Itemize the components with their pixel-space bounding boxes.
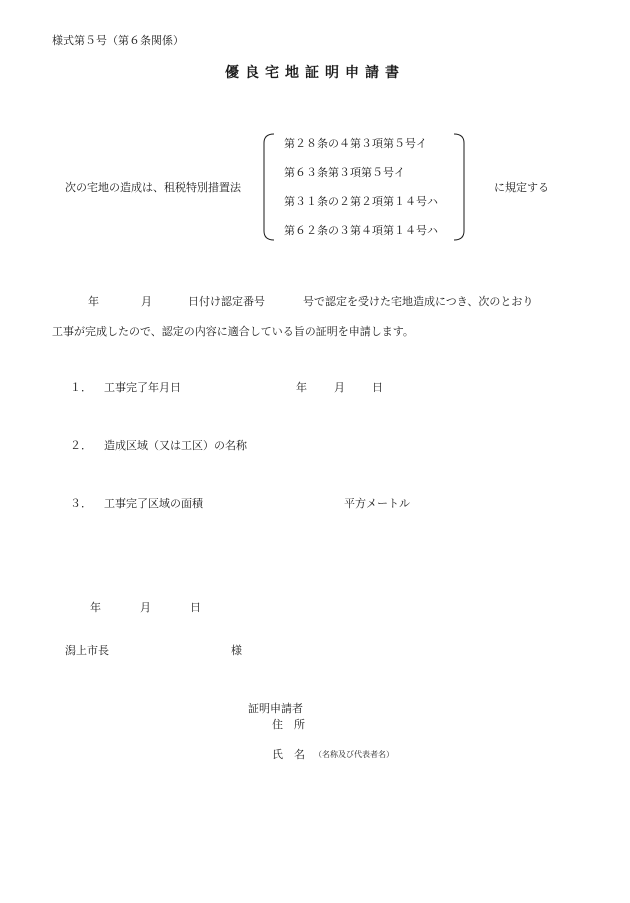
- application-day: 日: [190, 601, 201, 614]
- document-title: 優良宅地証明申請書: [225, 65, 405, 81]
- article-item: 第３１条の２第２項第１４号ハ: [284, 195, 438, 208]
- applicant-address-label: 住 所: [272, 718, 305, 731]
- applicant-name-label: 氏 名: [272, 748, 305, 761]
- applicant-name-note: （名称及び代表者名）: [314, 750, 394, 759]
- body-year: 年: [88, 295, 99, 308]
- article-list: [284, 136, 438, 252]
- intro-text-right: に規定する: [494, 181, 549, 194]
- intro-text-left: 次の宅地の造成は、租税特別措置法: [65, 181, 241, 194]
- addressee-honorific: 様: [231, 644, 242, 657]
- item-number: ３．: [70, 497, 92, 510]
- item-label: 工事完了区域の面積: [104, 497, 203, 510]
- completion-year: 年: [296, 381, 307, 394]
- item-label: 造成区域（又は工区）の名称: [104, 439, 247, 452]
- body-month: 月: [141, 295, 152, 308]
- addressee-name: 潟上市長: [65, 644, 109, 657]
- applicant-heading: 証明申請者: [248, 702, 303, 715]
- item-number: ２．: [70, 439, 92, 452]
- completion-day: 日: [372, 381, 383, 394]
- left-bracket: [262, 133, 276, 241]
- item-label: 工事完了年月日: [104, 381, 181, 394]
- body-day-cert-no: 日付け認定番号: [188, 295, 265, 308]
- item-number: １．: [70, 381, 92, 394]
- body-line-1: [88, 293, 533, 309]
- body-line-2: 工事が完成したので、認定の内容に適合している旨の証明を申請します。: [52, 325, 414, 338]
- form-number: 様式第５号（第６条関係）: [52, 34, 184, 47]
- article-item: 第６３条第３項第５号イ: [284, 166, 405, 179]
- completion-month: 月: [334, 381, 345, 394]
- area-unit: 平方メートル: [344, 497, 410, 510]
- article-item: 第２８条の４第３項第５号イ: [284, 137, 427, 150]
- body-rest: 号で認定を受けた宅地造成につき、次のとおり: [303, 295, 534, 308]
- application-month: 月: [140, 601, 151, 614]
- application-year: 年: [90, 601, 101, 614]
- article-item: 第６２条の３第４項第１４号ハ: [284, 224, 438, 237]
- right-bracket: [452, 133, 466, 241]
